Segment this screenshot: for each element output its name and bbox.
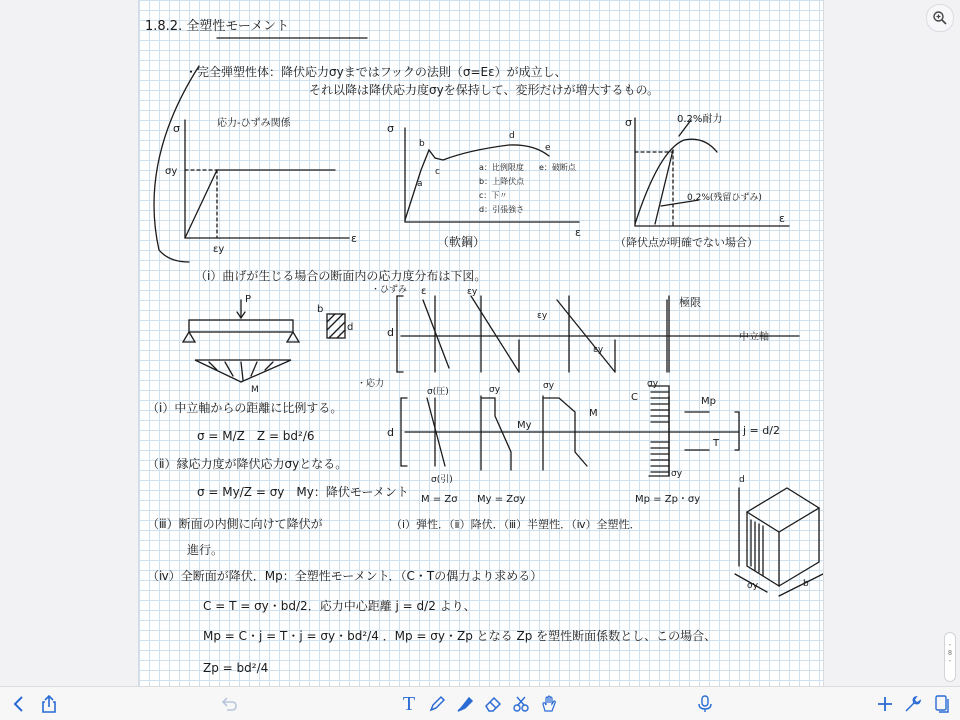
graph2-caption: （軟鋼） [437, 235, 486, 249]
lever-arm-eq: j = d/2 [743, 424, 780, 437]
graph2-d: d [509, 131, 515, 141]
hand-tool-button[interactable] [538, 693, 560, 715]
legend-b: b：上降伏点 [479, 177, 525, 186]
graph1-title: 応力-ひずみ関係 [217, 118, 291, 129]
stress-distribution [401, 386, 739, 476]
legend-c: c：下〃 [479, 191, 508, 200]
moment-label: M [251, 385, 259, 395]
bottom-toolbar [0, 686, 960, 720]
page-scroller[interactable] [944, 632, 956, 682]
scroller-top: - [947, 641, 953, 649]
elastic-plastic-line-1: ・完全弾塑性体：降伏応力σyまではフックの法則（σ=Eε）が成立し、 [185, 65, 567, 79]
pages-icon [931, 694, 951, 714]
wrench-icon [903, 694, 923, 714]
eq-2: σ = My/Z = σy My：降伏モーメント [197, 485, 409, 499]
block-3d [735, 488, 823, 596]
strain-d: d [387, 326, 394, 339]
strain-eps: ε [421, 286, 427, 297]
stress-my: My [517, 420, 532, 431]
graph2-a: a [417, 179, 423, 189]
undo-icon [219, 694, 239, 714]
notebook-page[interactable] [138, 0, 824, 686]
text-tool-button[interactable] [398, 693, 420, 715]
elastic-plastic-line-2: それ以降は降伏応力度σyを保持して、変形だけが増大するもの。 [309, 83, 659, 97]
lasso-tool-button[interactable] [510, 693, 532, 715]
stress-sigma-y-2: σy [543, 381, 555, 391]
stress-sigma-y-3: σy [647, 379, 659, 389]
neutral-axis-label: 中立軸 [739, 332, 769, 343]
eq-mp: Mp = C・j = T・j = σy・bd²/4 ．Mp = σy・Zp となる Zp を塑性断面係数とし、この場合、 [203, 629, 717, 643]
graph1-sigma-y: σy [165, 166, 178, 177]
stress-m: M [589, 408, 598, 419]
mic-icon [695, 694, 715, 714]
graph2-b: b [419, 139, 425, 149]
add-icon [875, 694, 895, 714]
step-3b: 進行。 [187, 543, 224, 557]
graph-proof-stress [635, 118, 789, 226]
graph3-eps: ε [779, 212, 785, 225]
eraser-tool-button[interactable] [482, 693, 504, 715]
stress-sigma-c: σ(圧) [427, 387, 449, 397]
handwritten-notes [139, 0, 823, 686]
block-b: b [803, 579, 809, 589]
graph2-eps: ε [575, 226, 581, 239]
graph3-residual: 0.2%(残留ひずみ) [687, 193, 762, 203]
zoom-button[interactable] [926, 4, 954, 32]
share-icon [39, 694, 59, 714]
bending-intro: （ⅰ）曲げが生じる場合の断面内の応力度分布は下図。 [195, 269, 487, 283]
back-button[interactable] [8, 693, 30, 715]
text-icon: T [402, 692, 416, 715]
share-button[interactable] [38, 693, 60, 715]
undo-button[interactable] [218, 693, 240, 715]
strain-eps-y-3: εy [593, 345, 604, 355]
eq-ct: C = T = σy・bd/2．応力中心距離 j = d/2 より、 [203, 599, 476, 613]
legend-e: e：破断点 [539, 163, 576, 172]
microphone-button[interactable] [694, 693, 716, 715]
limit-label: 極限 [679, 296, 701, 309]
section-b: b [317, 304, 324, 315]
eq-zp: Zp = bd²/4 [203, 661, 269, 675]
step-2: （ⅱ）縁応力度が降伏応力σyとなる。 [147, 457, 348, 471]
load-p: P [245, 294, 252, 305]
graph3-caption: （降伏点が明確でない場合） [615, 236, 758, 249]
block-d: d [739, 475, 745, 485]
scroller-bottom: - [947, 657, 953, 665]
stress-sigma-y-1: σy [489, 385, 501, 395]
graph2-e: e [545, 143, 551, 153]
eq-m1: M = Zσ [421, 494, 458, 505]
lasso-icon [511, 694, 531, 714]
pen-icon [427, 694, 447, 714]
force-t: T [713, 438, 720, 449]
stress-mp: Mp [701, 396, 716, 407]
stress-sigma-t: σ(引) [431, 475, 453, 485]
settings-button[interactable] [902, 693, 924, 715]
eq-m2: My = Zσy [477, 494, 526, 505]
highlighter-icon [455, 694, 475, 714]
heading: 1.8.2. 全塑性モーメント [145, 19, 290, 34]
stress-d: d [387, 426, 394, 439]
beam-diagram [183, 300, 299, 382]
pages-button[interactable] [930, 693, 952, 715]
legend-d: d：引張強さ [479, 205, 525, 214]
graph1-eps: ε [351, 232, 357, 245]
graph3-proof: 0.2%耐力 [677, 114, 723, 125]
step-3: （ⅲ）断面の内側に向けて降伏が [147, 517, 323, 531]
stress-sigma-y-4: σy [671, 469, 683, 479]
scroller-page: 8 [947, 649, 953, 657]
eq-1: σ = M/Z Z = bd²/6 [197, 429, 315, 443]
bracket-arc [154, 66, 199, 262]
section-d: d [347, 322, 354, 333]
graph1-eps-y: εy [213, 244, 225, 255]
step-1: （ⅰ）中立軸からの距離に比例する。 [147, 401, 343, 415]
cross-section [327, 314, 345, 338]
pen-tool-button[interactable] [426, 693, 448, 715]
graph-elastic-plastic [185, 120, 349, 238]
stress-label: ・応力 [357, 379, 385, 389]
strain-eps-y: εy [467, 287, 478, 297]
strain-label: ・ひずみ [371, 285, 408, 295]
hand-icon [539, 694, 559, 714]
back-chevron-icon [9, 694, 29, 714]
block-sigma-y: σy [747, 581, 759, 591]
graph2-c: c [435, 167, 440, 177]
legend-a: a：比例限度 [479, 163, 524, 172]
eq-m3: Mp = Zp・σy [635, 494, 701, 505]
zoom-plus-icon [932, 10, 948, 26]
step-4: （ⅳ）全断面が降伏．Mp：全塑性モーメント．（C・Tの偶力より求める） [147, 569, 543, 583]
force-c: C [631, 392, 638, 403]
eraser-icon [483, 694, 503, 714]
graph2-sigma: σ [387, 122, 394, 135]
strain-eps-y-2: εy [537, 311, 548, 321]
graph1-sigma: σ [173, 122, 180, 135]
stage-names: （ⅰ）弾性．（ⅱ）降伏．（ⅲ）半塑性．（ⅳ）全塑性． [391, 518, 641, 531]
add-button[interactable] [874, 693, 896, 715]
graph3-sigma: σ [625, 116, 632, 129]
highlighter-tool-button[interactable] [454, 693, 476, 715]
